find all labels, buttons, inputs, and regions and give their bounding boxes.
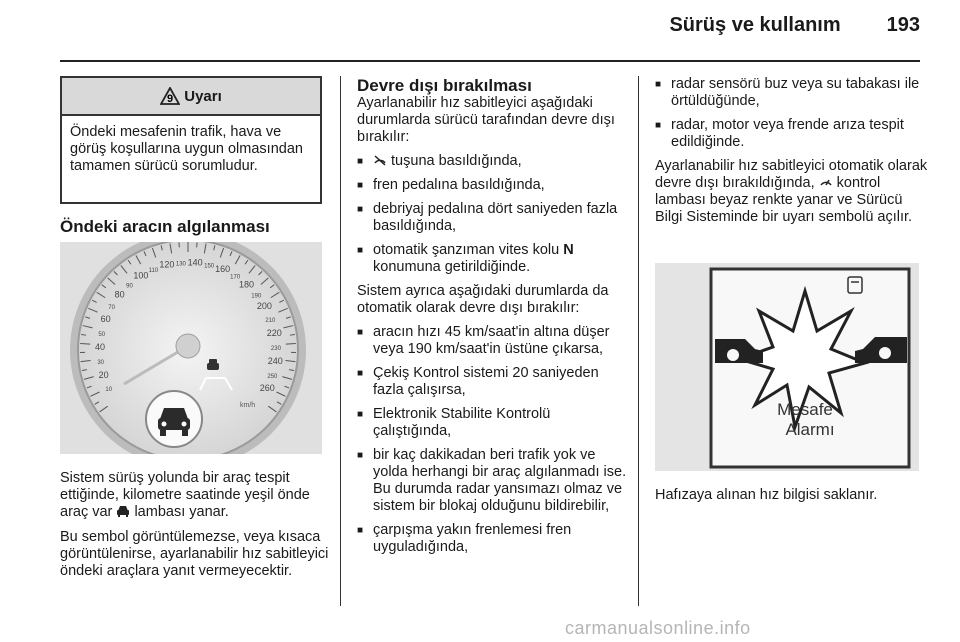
gauge-tick-label: 80	[114, 289, 125, 300]
list-item: ■ debriyaj pedalına dört saniyeden fazla basıldığında,	[357, 201, 629, 235]
display-label-line2: Alarmı	[785, 420, 835, 439]
gauge-tick-label: 40	[95, 341, 106, 352]
gauge-tick	[290, 334, 295, 335]
display-label-line1: Mesafe	[777, 400, 833, 419]
gauge-unit: km/h	[240, 402, 256, 409]
list-item	[357, 153, 629, 170]
gauge-tick-label: 190	[251, 293, 262, 300]
cruise-control-lamp-icon	[819, 176, 833, 188]
gauge-tick	[80, 343, 90, 344]
gauge-tick-label: 200	[256, 301, 272, 312]
list-item: ■ çarpışma yakın frenlemesi fren uyguladığında,	[357, 522, 629, 556]
gauge-tick-label: 60	[100, 314, 111, 325]
list-item: ■ bir kaç dakikadan beri trafik yok ve yolda herhangi bir araç algılanmadı ise. Bu durumda radar yansımazı olmaz ve sistem bir blokaj olduğunu bildirebilir,	[357, 447, 629, 515]
detection-text	[60, 470, 330, 588]
gauge-tick	[81, 334, 86, 335]
deactivation-column-continued	[655, 76, 930, 233]
detection-text-part2: lambası yanar.	[134, 504, 229, 520]
detection-paragraph-2: Bu sembol görüntülemezse, veya kısaca görüntülenirse, ayarlanabilir hız sabitleyici öndeki araçlara yanıt vermeyecektir.	[60, 529, 329, 579]
gauge-tick-label: 10	[105, 387, 113, 394]
gear-position-label: N	[563, 242, 574, 258]
list-item: ■ fren pedalına basıldığında,	[357, 177, 629, 194]
gauge-tick-label: 160	[215, 264, 231, 275]
speedometer-figure	[60, 242, 322, 454]
deactivation-auto-intro: Sistem ayrıca aşağıdaki durumlarda da otomatik olarak devre dışı bırakılır:	[357, 283, 609, 316]
gauge-tick-label: 70	[108, 305, 115, 312]
section-heading-detection: Öndeki aracın algılanması	[60, 217, 270, 236]
deactivation-column	[357, 76, 629, 563]
gauge-tick-label: 170	[230, 274, 241, 281]
list-item-text: otomatik şanzıman vites kolu	[373, 242, 560, 258]
list-item-text: tuşuna basıldığında,	[391, 153, 522, 169]
list-item: ■ Çekiş Kontrol sistemi 20 saniyeden fazla çalışırsa,	[357, 365, 629, 399]
gauge-tick-label: 260	[259, 383, 275, 394]
memory-note: Hafızaya alınan hız bilgisi saklanır.	[655, 487, 878, 503]
speedometer-illustration	[60, 242, 322, 454]
warning-triangle-icon	[160, 87, 180, 105]
list-item: ■ radar sensörü buz veya su tabakası ile örtüldüğünde,	[655, 76, 930, 110]
gauge-tick-label: 150	[204, 263, 215, 270]
list-item-text: konumuna getirildiğinde.	[373, 259, 531, 275]
paragraph-text-part1: Ayarlanabilir hız sabitleyici otomatik olarak devre dışı bırakıldığında,	[655, 158, 928, 191]
page-header	[669, 14, 920, 37]
warning-text: Öndeki mesafenin trafik, hava ve görüş koşullarına uygun olmasından tamamen sürücü sorumludur.	[70, 124, 303, 174]
deactivation-intro: Ayarlanabilir hız sabitleyici aşağıdaki durumlarda sürücü tarafından devre dışı bırakılır:	[357, 95, 615, 145]
gauge-tick-label: 100	[133, 270, 149, 281]
gauge-tick-label: 20	[98, 369, 109, 380]
deactivation-list-auto	[357, 324, 629, 556]
page-number: 193	[886, 14, 920, 36]
gauge-tick-label: 250	[267, 373, 278, 380]
section-title: Sürüş ve kullanım	[669, 14, 841, 36]
watermark: carmanualsonline.info	[565, 618, 751, 638]
gauge-tick-label: 210	[265, 318, 276, 325]
section-heading-deactivation: Devre dışı bırakılması	[357, 76, 532, 95]
deactivation-list-continued	[655, 76, 930, 151]
gauge-tick-label: 90	[126, 283, 133, 290]
gauge-tick-label: 140	[187, 257, 203, 268]
detection-text-part1: Sistem sürüş yolunda bir araç tespit ettiğinde, kilometre saatinde yeşil önde araç var	[60, 470, 310, 520]
gauge-tick-label: 130	[175, 261, 186, 268]
auto-deactivation-paragraph	[655, 158, 930, 226]
list-item: ■ radar, motor veya frende arıza tespit edildiğinde.	[655, 117, 930, 151]
distance-alarm-illustration	[655, 263, 919, 471]
gauge-tick-label: 180	[238, 279, 255, 290]
header-rule	[60, 60, 920, 62]
list-item: ■ aracın hızı 45 km/saat'in altına düşer veya 190 km/saat'in üstüne çıkarsa,	[357, 324, 629, 358]
gauge-tick	[286, 343, 296, 344]
warning-title: Uyarı	[184, 87, 222, 105]
column-divider-1	[340, 76, 341, 606]
vehicle-ahead-inline-icon	[116, 505, 130, 517]
list-item	[357, 242, 629, 276]
svg-text:9: 9	[167, 93, 174, 105]
gauge-tick-label: 220	[266, 327, 282, 338]
deactivation-list-manual	[357, 153, 629, 276]
detection-paragraph-1	[60, 470, 330, 521]
warning-header	[62, 78, 320, 116]
list-item: ■ Elektronik Stabilite Kontrolü çalıştığında,	[357, 406, 629, 440]
gauge-tick-label: 240	[267, 356, 283, 367]
warning-box	[60, 76, 322, 204]
cruise-cancel-icon	[373, 154, 387, 166]
gauge-tick-label: 50	[98, 331, 106, 338]
gauge-tick-label: 230	[270, 345, 281, 352]
distance-alarm-figure	[655, 263, 919, 471]
gauge-tick-label: 120	[159, 259, 175, 270]
gauge-tick-label: 30	[97, 360, 105, 367]
column-divider-2	[638, 76, 639, 606]
paragraph-text-part2: kontrol lambası beyaz renkte yanar ve Sürücü Bilgi Sisteminde bir uyarı sembolü açılır.	[655, 175, 913, 225]
gauge-tick-label: 110	[148, 268, 159, 275]
